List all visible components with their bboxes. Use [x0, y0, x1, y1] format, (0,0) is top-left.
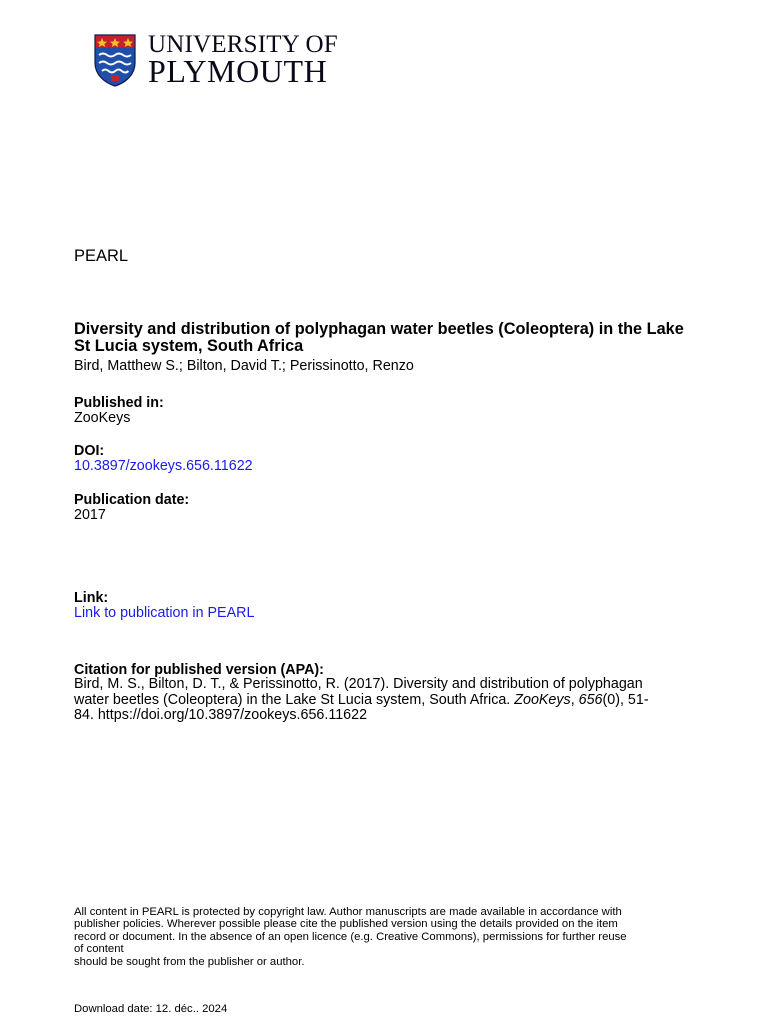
copyright-line-3: record or document. In the absence of an open licence (e.g. Creative Commons), permissions for further reuse — [74, 930, 627, 943]
copyright-notice — [74, 906, 714, 968]
university-logo — [93, 30, 363, 90]
logo-line-university-of: UNIVERSITY OF — [148, 31, 338, 58]
copyright-line-1: All content in PEARL is protected by copyright law. Author manuscripts are made available in accordance with — [74, 906, 622, 918]
publication-date-value: 2017 — [74, 507, 106, 523]
copyright-line-5: should be sought from the publisher or author. — [74, 955, 305, 968]
citation-volume: 656 — [578, 691, 603, 708]
doi-label: DOI: — [74, 443, 105, 459]
published-in-value: ZooKeys — [74, 410, 131, 426]
citation-line-1: Bird, M. S., Bilton, D. T., & Perissinotto, R. (2017). Diversity and distribution of polyphagan — [74, 676, 643, 692]
paper-title — [74, 321, 714, 355]
publication-date-label: Publication date: — [74, 492, 190, 508]
university-crest-icon — [93, 33, 137, 87]
citation-pages: (0), 51- — [602, 691, 649, 708]
citation-separator: , — [570, 691, 579, 708]
published-in-label: Published in: — [74, 395, 164, 411]
citation-line-3: 84. https://doi.org/10.3897/zookeys.656.11622 — [74, 707, 368, 723]
citation-text — [74, 677, 714, 724]
citation-journal: ZooKeys — [514, 691, 571, 708]
logo-line-plymouth: PLYMOUTH — [148, 53, 328, 89]
paper-title-line-2: St Lucia system, South Africa — [74, 337, 304, 355]
pearl-publication-link[interactable]: Link to publication in PEARL — [74, 605, 255, 621]
citation-line-2 — [74, 693, 714, 709]
download-date: Download date: 12. déc.. 2024 — [74, 1003, 228, 1015]
paper-title-line-1: Diversity and distribution of polyphagan water beetles (Coleoptera) in the Lake — [74, 320, 684, 338]
copyright-line-4: of content — [74, 943, 124, 956]
paper-authors: Bird, Matthew S.; Bilton, David T.; Perissinotto, Renzo — [74, 358, 414, 374]
doi-link[interactable]: 10.3897/zookeys.656.11622 — [74, 458, 253, 474]
citation-line-2-text: water beetles (Coleoptera) in the Lake St Lucia system, South Africa. — [74, 691, 515, 708]
repository-name: PEARL — [74, 247, 129, 265]
citation-label: Citation for published version (APA): — [74, 662, 324, 678]
link-label: Link: — [74, 590, 109, 606]
copyright-line-2: publisher policies. Wherever possible please cite the published version using the details provided on the item — [74, 918, 618, 931]
